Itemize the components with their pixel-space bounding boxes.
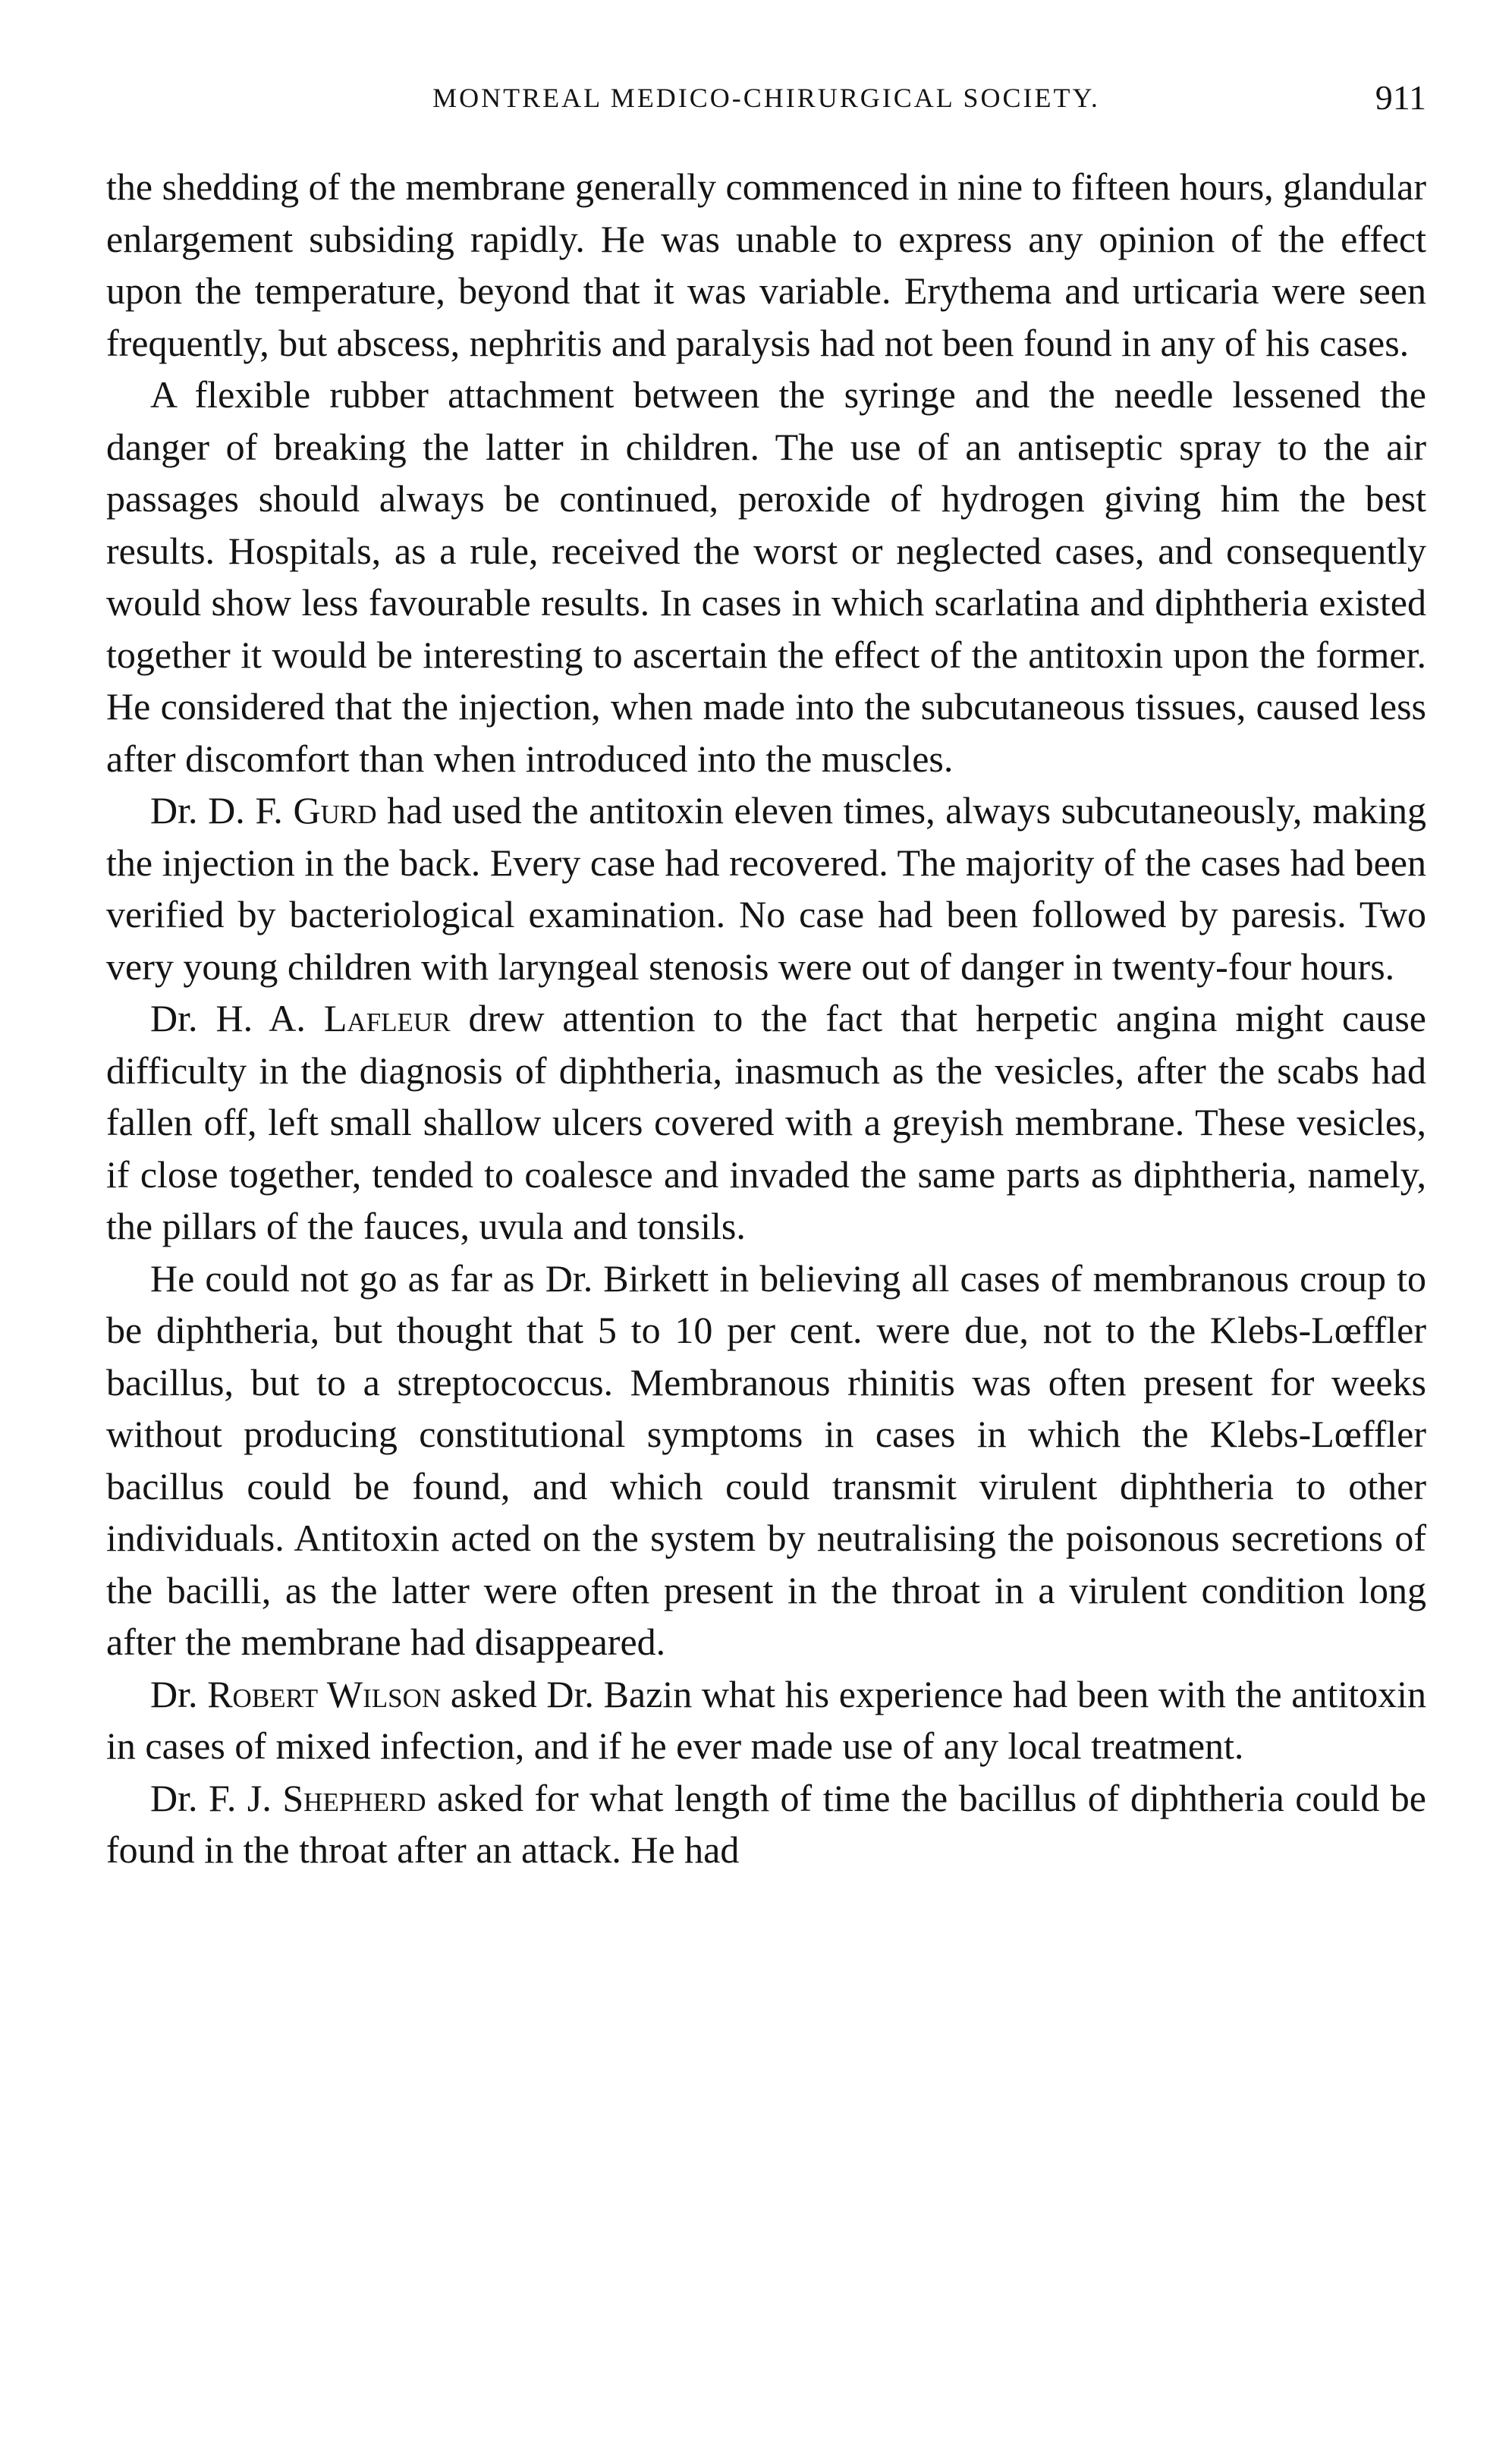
speaker-name: Gurd	[293, 789, 377, 832]
paragraph-text: the shedding of the membrane generally commenced in nine to fifteen hours, glandular enlargement subsiding rapidly. He was unable to express any opinion of the effect upon the temperature, beyond that it was variable. Erythema and urticaria were seen frequently, but abscess, nephritis and paralysis had not been found in any of his cases.	[106, 165, 1426, 364]
paragraph-shepherd	[106, 1772, 1426, 1876]
paragraph-text: A flexible rubber attachment between the syringe and the needle lessened the danger of breaking the latter in children. The use of an antiseptic spray to the air passages should always be continued, peroxide of hydrogen giving him the best results. Hospitals, as a rule, received the worst or neglected cases, and consequently would show less favourable results. In cases in which scarlatina and diphtheria existed together it would be interesting to ascertain the effect of the antitoxin upon the former. He considered that the injection, when made into the subcutaneous tissues, caused less after discomfort than when introduced into the muscles.	[106, 373, 1426, 780]
page-number: 911	[1375, 78, 1426, 117]
paragraph-gurd	[106, 784, 1426, 992]
speaker-name: Robert Wilson	[207, 1672, 442, 1715]
speaker-prefix: Dr. H. A.	[150, 997, 324, 1039]
paragraph-birkett	[106, 1253, 1426, 1668]
paragraph-syringe	[106, 369, 1426, 784]
paragraph-continuation	[106, 161, 1426, 369]
speaker-prefix: Dr. F. J.	[150, 1776, 283, 1819]
speaker-prefix: Dr.	[150, 1672, 208, 1715]
body-text	[106, 161, 1426, 1876]
paragraph-text: had used the antitoxin eleven times, always subcutaneously, making the injection in the back. Every case had recovered. The majority of the cases had been verified by bacteriological examination. No case had been followed by paresis. Two very young children with laryngeal stenosis were out of danger in twenty-four hours.	[106, 789, 1427, 988]
paragraph-wilson	[106, 1668, 1426, 1772]
speaker-prefix: Dr. D. F.	[150, 789, 294, 832]
paragraph-lafleur	[106, 992, 1426, 1253]
paragraph-text: drew attention to the fact that herpetic angina might cause difficulty in the diagnosis of diphtheria, inasmuch as the vesicles, after the scabs had fallen off, left small shallow ulcers covered with a greyish membrane. These vesicles, if close together, tended to coalesce and invaded the same parts as diphtheria, namely, the pillars of the fauces, uvula and tonsils.	[106, 997, 1426, 1247]
paragraph-text: He could not go as far as Dr. Birkett in believing all cases of membranous croup to be diphtheria, but thought that 5 to 10 per cent. were due, not to the Klebs-Lœffler bacillus, but to a streptococcus. Membranous rhinitis was often present for weeks without producing constitutional symptoms in cases in which the Klebs-Lœffler bacillus could be found, and which could transmit virulent diphtheria to other individuals. Antitoxin acted on the system by neutralising the poisonous secretions of the bacilli, as the latter were often present in the throat in a virulent condition long after the membrane had disappeared.	[106, 1256, 1426, 1663]
running-head	[106, 78, 1426, 127]
paragraph-text: asked for what length of time the bacillus of diphtheria could be found in the throat after an attack. He had	[106, 1776, 1426, 1871]
speaker-name: Lafleur	[323, 997, 451, 1039]
speaker-name: Shepherd	[282, 1776, 426, 1819]
paragraph-text: asked Dr. Bazin what his experience had been with the antitoxin in cases of mixed infection, and if he ever made use of any local treatment.	[106, 1672, 1427, 1767]
running-title: MONTREAL MEDICO-CHIRURGICAL SOCIETY.	[432, 83, 1100, 113]
